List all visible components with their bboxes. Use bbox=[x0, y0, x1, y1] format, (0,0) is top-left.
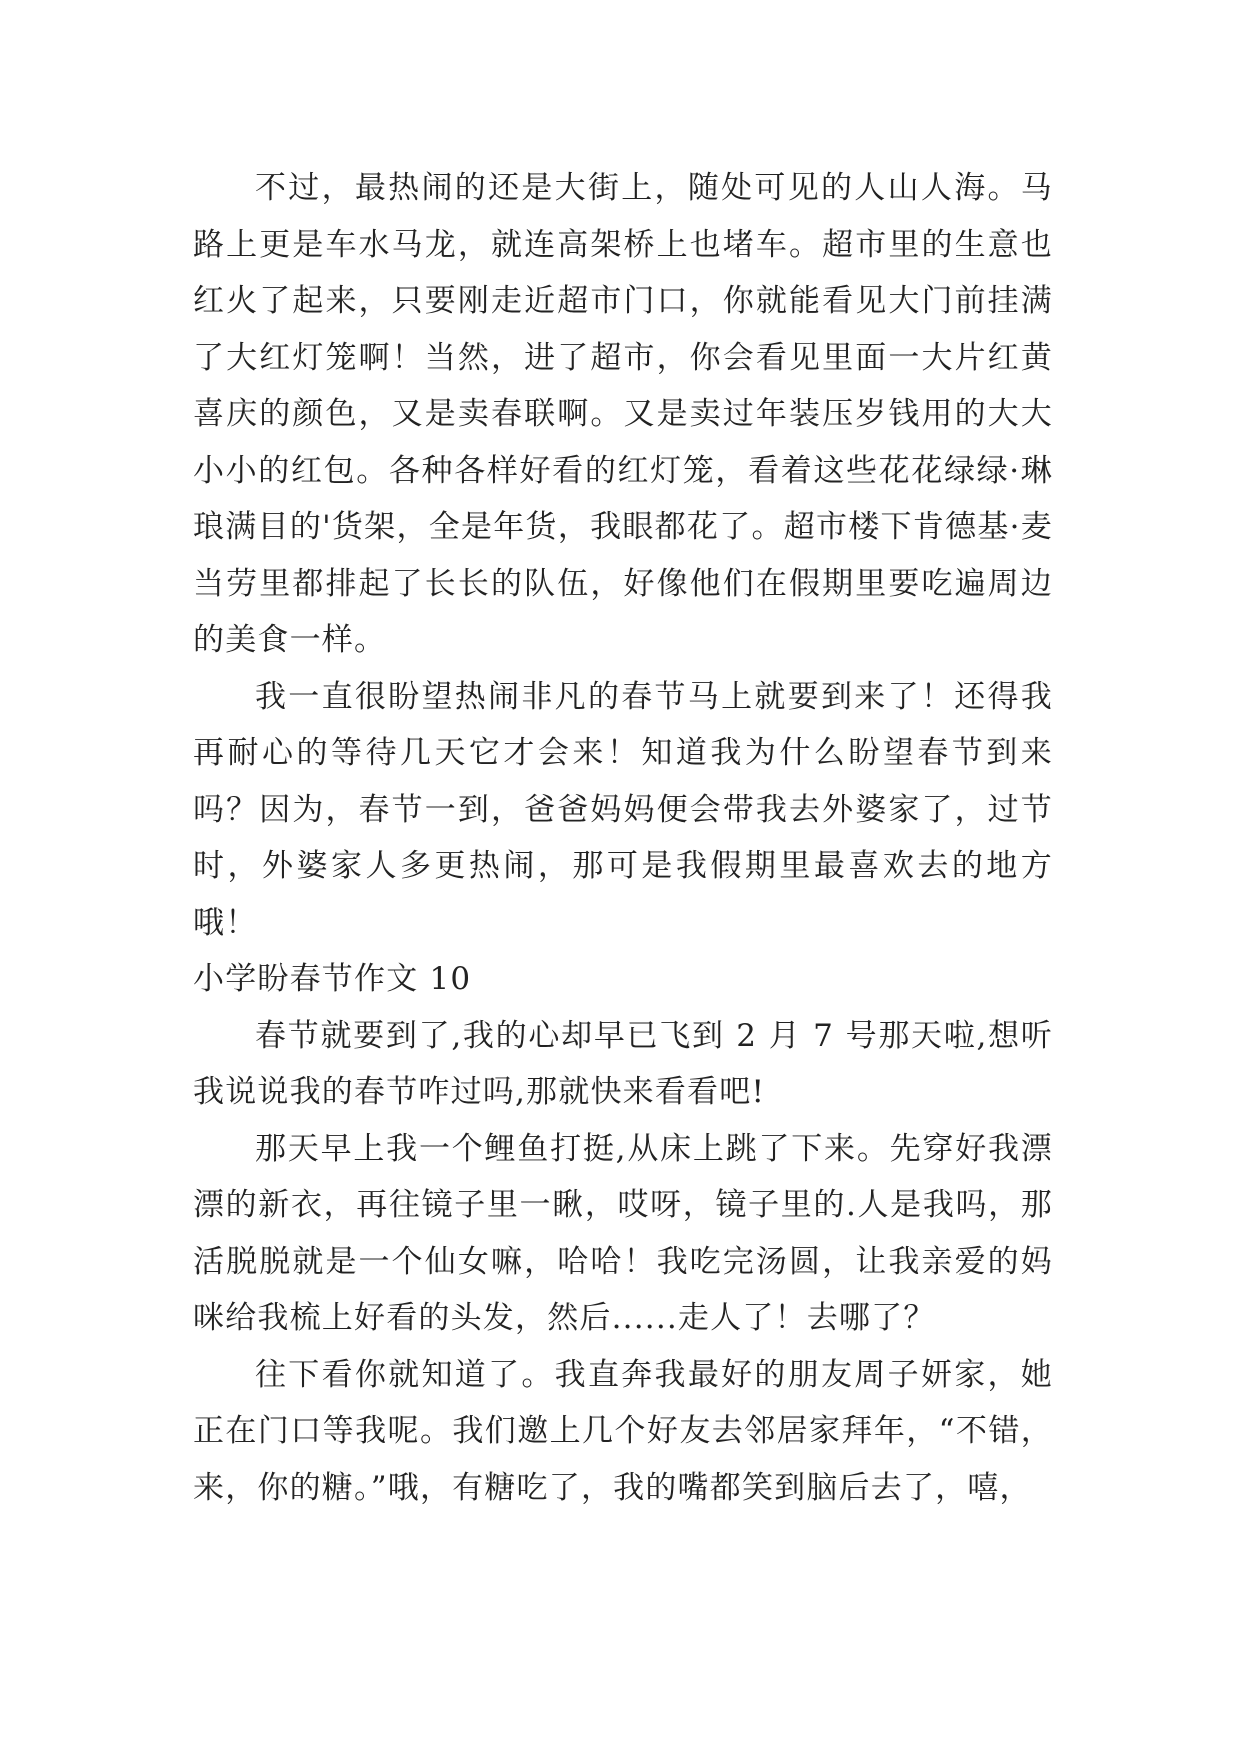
paragraph-looking-forward: 我一直很盼望热闹非凡的春节马上就要到来了！还得我再耐心的等待几天它才会来！知道我为什么盼望春节到来吗？因为，春节一到，爸爸妈妈便会带我去外婆家了，过节时，外婆家人多更热闹，那可是我假期里最喜欢去的地方哦！ bbox=[193, 678, 1053, 941]
paragraph-intro: 春节就要到了,我的心却早已飞到 2 月 7 号那天啦,想听我说说我的春节咋过吗,那就快来看看吧! bbox=[193, 1017, 1053, 1110]
paragraph-visit-friend: 往下看你就知道了。我直奔我最好的朋友周子妍家，她正在门口等我呢。我们邀上几个好友去邻居家拜年，“不错，来，你的糖。”哦，有糖吃了，我的嘴都笑到脑后去了，嘻， bbox=[193, 1356, 1053, 1506]
paragraph-street-scene: 不过，最热闹的还是大街上，随处可见的人山人海。马路上更是车水马龙，就连高架桥上也堵车。超市里的生意也红火了起来，只要刚走近超市门口，你就能看见大门前挂满了大红灯笼啊！当然，进了超市，你会看见里面一大片红黄喜庆的颜色，又是卖春联啊。又是卖过年装压岁钱用的大大小小的红包。各种各样好看的红灯笼，看着这些花花绿绿·琳琅满目的'货架，全是年货，我眼都花了。超市楼下肯德基·麦当劳里都排起了长长的队伍，好像他们在假期里要吃遍周边的美食一样。 bbox=[193, 170, 1053, 658]
section-title: 小学盼春节作文 10 bbox=[193, 961, 472, 997]
paragraph-morning: 那天早上我一个鲤鱼打挺,从床上跳了下来。先穿好我漂漂的新衣，再往镜子里一瞅，哎呀，镜子里的.人是我吗，那活脱脱就是一个仙女嘛，哈哈！我吃完汤圆，让我亲爱的妈咪给我梳上好看的头发，然后......走人了！去哪了？ bbox=[193, 1130, 1053, 1336]
document-body bbox=[193, 160, 1053, 1516]
